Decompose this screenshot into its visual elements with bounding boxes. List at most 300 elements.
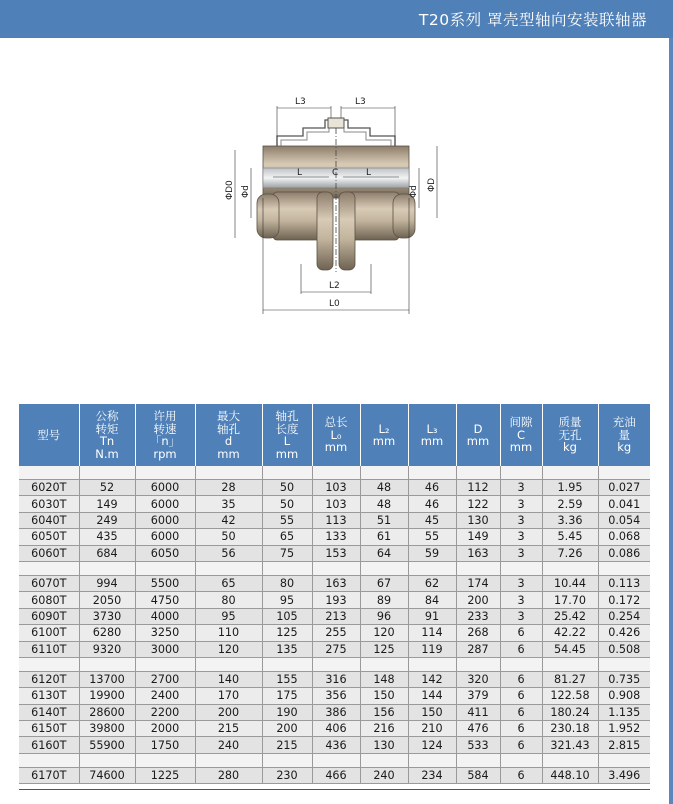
model-cell: 6140T <box>19 704 79 720</box>
value-cell: 150 <box>360 688 408 704</box>
model-cell: 6020T <box>19 480 79 496</box>
value-cell: 84 <box>408 592 456 608</box>
spacer-cell <box>456 753 500 767</box>
column-header-line: 长度 <box>275 421 299 436</box>
value-cell: 215 <box>195 721 262 737</box>
model-cell: 6130T <box>19 688 79 704</box>
value-cell: 3.36 <box>542 512 598 528</box>
value-cell: 0.908 <box>598 688 650 704</box>
group-spacer-row <box>19 657 650 671</box>
value-cell: 6 <box>500 641 542 657</box>
value-cell: 533 <box>456 737 500 753</box>
value-cell: 45 <box>408 512 456 528</box>
value-cell: 10.44 <box>542 575 598 591</box>
value-cell: 39800 <box>79 721 135 737</box>
column-header-line: L₂ <box>378 421 390 436</box>
spacer-cell <box>195 561 262 575</box>
value-cell: 0.254 <box>598 608 650 624</box>
spacer-cell <box>312 657 360 671</box>
column-header-line: 充油 <box>612 415 636 430</box>
table-row <box>19 545 650 561</box>
model-cell: 6040T <box>19 512 79 528</box>
spacer-cell <box>135 657 195 671</box>
value-cell: 119 <box>408 641 456 657</box>
value-cell: 584 <box>456 767 500 783</box>
spec-table <box>19 404 650 784</box>
dim-phi-d: Φd <box>241 185 251 198</box>
value-cell: 6 <box>500 721 542 737</box>
dim-l3-left: L3 <box>295 97 306 107</box>
value-cell: 95 <box>262 592 312 608</box>
value-cell: 155 <box>262 671 312 687</box>
value-cell: 411 <box>456 704 500 720</box>
column-header <box>542 404 598 466</box>
value-cell: 170 <box>195 688 262 704</box>
value-cell: 190 <box>262 704 312 720</box>
value-cell: 120 <box>360 625 408 641</box>
value-cell: 466 <box>312 767 360 783</box>
value-cell: 2000 <box>135 721 195 737</box>
model-cell: 6030T <box>19 496 79 512</box>
value-cell: 213 <box>312 608 360 624</box>
column-header-line: 轴孔 <box>217 421 240 436</box>
value-cell: 2400 <box>135 688 195 704</box>
value-cell: 3 <box>500 529 542 545</box>
spacer-cell <box>408 753 456 767</box>
value-cell: 65 <box>195 575 262 591</box>
value-cell: 0.172 <box>598 592 650 608</box>
value-cell: 0.426 <box>598 625 650 641</box>
table-row <box>19 529 650 545</box>
value-cell: 4750 <box>135 592 195 608</box>
column-header <box>360 404 408 466</box>
value-cell: 3 <box>500 592 542 608</box>
value-cell: 379 <box>456 688 500 704</box>
spacer-cell <box>360 561 408 575</box>
value-cell: 42 <box>195 512 262 528</box>
value-cell: 112 <box>456 480 500 496</box>
value-cell: 28600 <box>79 704 135 720</box>
spacer-cell <box>79 753 135 767</box>
value-cell: 2.59 <box>542 496 598 512</box>
value-cell: 110 <box>195 625 262 641</box>
column-header-line: kg <box>563 440 577 455</box>
column-header-line: mm <box>324 440 348 455</box>
table-row <box>19 737 650 753</box>
column-header <box>79 404 135 466</box>
spacer-cell <box>542 657 598 671</box>
spacer-cell <box>598 466 650 480</box>
value-cell: 55900 <box>79 737 135 753</box>
value-cell: 268 <box>456 625 500 641</box>
value-cell: 3730 <box>79 608 135 624</box>
value-cell: 0.054 <box>598 512 650 528</box>
spacer-cell <box>408 466 456 480</box>
value-cell: 120 <box>195 641 262 657</box>
value-cell: 2050 <box>79 592 135 608</box>
value-cell: 994 <box>79 575 135 591</box>
value-cell: 62 <box>408 575 456 591</box>
spec-table-header <box>19 404 650 466</box>
spacer-cell <box>542 561 598 575</box>
value-cell: 46 <box>408 496 456 512</box>
column-header-line: mm <box>466 434 490 448</box>
model-cell: 6080T <box>19 592 79 608</box>
value-cell: 105 <box>262 608 312 624</box>
spacer-cell <box>598 657 650 671</box>
spacer-cell <box>456 561 500 575</box>
value-cell: 163 <box>312 575 360 591</box>
value-cell: 6050 <box>135 545 195 561</box>
value-cell: 125 <box>360 641 408 657</box>
value-cell: 0.735 <box>598 671 650 687</box>
value-cell: 4000 <box>135 608 195 624</box>
column-header-line: 质量 <box>558 415 582 430</box>
column-header-line: 转矩 <box>95 421 119 436</box>
column-header <box>456 404 500 466</box>
value-cell: 3250 <box>135 625 195 641</box>
value-cell: 2700 <box>135 671 195 687</box>
model-cell: 6120T <box>19 671 79 687</box>
value-cell: 210 <box>408 721 456 737</box>
value-cell: 103 <box>312 496 360 512</box>
value-cell: 200 <box>262 721 312 737</box>
table-row <box>19 512 650 528</box>
value-cell: 6 <box>500 671 542 687</box>
value-cell: 406 <box>312 721 360 737</box>
spacer-cell <box>262 561 312 575</box>
value-cell: 200 <box>195 704 262 720</box>
spacer-cell <box>135 466 195 480</box>
column-header-line: 总长 <box>324 415 348 430</box>
value-cell: 74600 <box>79 767 135 783</box>
spacer-cell <box>500 753 542 767</box>
value-cell: 55 <box>262 512 312 528</box>
spacer-cell <box>312 753 360 767</box>
value-cell: 149 <box>456 529 500 545</box>
spacer-cell <box>135 561 195 575</box>
column-header-line: 公称 <box>95 409 119 423</box>
table-bottom-rule <box>19 789 650 790</box>
value-cell: 230.18 <box>542 721 598 737</box>
value-cell: 19900 <box>79 688 135 704</box>
page-title: T20系列 罩壳型轴向安装联轴器 <box>418 11 647 29</box>
value-cell: 135 <box>262 641 312 657</box>
value-cell: 80 <box>195 592 262 608</box>
dim-l2: L2 <box>329 281 340 291</box>
value-cell: 130 <box>360 737 408 753</box>
value-cell: 96 <box>360 608 408 624</box>
value-cell: 89 <box>360 592 408 608</box>
value-cell: 287 <box>456 641 500 657</box>
value-cell: 2200 <box>135 704 195 720</box>
column-header-line: D <box>473 421 483 436</box>
value-cell: 3 <box>500 512 542 528</box>
value-cell: 148 <box>360 671 408 687</box>
page-header <box>0 0 673 38</box>
column-header-line: Tn <box>99 434 115 448</box>
model-cell: 6150T <box>19 721 79 737</box>
column-header-line: C <box>516 427 526 442</box>
value-cell: 233 <box>456 608 500 624</box>
value-cell: 180.24 <box>542 704 598 720</box>
table-row <box>19 767 650 783</box>
group-spacer-row <box>19 466 650 480</box>
column-header <box>312 404 360 466</box>
column-header-line: 间隙 <box>509 415 533 430</box>
value-cell: 55 <box>408 529 456 545</box>
value-cell: 13700 <box>79 671 135 687</box>
spacer-cell <box>135 753 195 767</box>
value-cell: 200 <box>456 592 500 608</box>
dim-phi-d0: ΦD0 <box>225 180 235 200</box>
value-cell: 51 <box>360 512 408 528</box>
column-header-line: 许用 <box>153 409 177 423</box>
group-spacer-row <box>19 561 650 575</box>
value-cell: 174 <box>456 575 500 591</box>
value-cell: 175 <box>262 688 312 704</box>
spacer-cell <box>312 466 360 480</box>
value-cell: 1225 <box>135 767 195 783</box>
spacer-cell <box>598 561 650 575</box>
column-header-line: rpm <box>153 446 177 461</box>
value-cell: 61 <box>360 529 408 545</box>
value-cell: 316 <box>312 671 360 687</box>
spacer-cell <box>79 657 135 671</box>
value-cell: 321.43 <box>542 737 598 753</box>
value-cell: 42.22 <box>542 625 598 641</box>
spacer-cell <box>19 466 79 480</box>
group-spacer-row <box>19 753 650 767</box>
value-cell: 6000 <box>135 512 195 528</box>
spacer-cell <box>500 561 542 575</box>
model-cell: 6090T <box>19 608 79 624</box>
table-row <box>19 721 650 737</box>
value-cell: 91 <box>408 608 456 624</box>
value-cell: 103 <box>312 480 360 496</box>
value-cell: 0.086 <box>598 545 650 561</box>
spacer-cell <box>262 466 312 480</box>
table-row <box>19 592 650 608</box>
value-cell: 3 <box>500 480 542 496</box>
value-cell: 5.45 <box>542 529 598 545</box>
column-header <box>598 404 650 466</box>
column-header-line: kg <box>617 440 632 455</box>
column-header-line: 最大 <box>217 409 240 423</box>
spacer-cell <box>598 753 650 767</box>
value-cell: 386 <box>312 704 360 720</box>
spacer-cell <box>542 466 598 480</box>
value-cell: 249 <box>79 512 135 528</box>
spacer-cell <box>312 561 360 575</box>
column-header-line: 量 <box>618 427 630 442</box>
value-cell: 144 <box>408 688 456 704</box>
value-cell: 163 <box>456 545 500 561</box>
column-header-line: mm <box>372 434 396 448</box>
value-cell: 140 <box>195 671 262 687</box>
value-cell: 48 <box>360 480 408 496</box>
value-cell: 28 <box>195 480 262 496</box>
value-cell: 67 <box>360 575 408 591</box>
dim-l0: L0 <box>329 299 340 309</box>
column-header-line: N.m <box>95 446 119 461</box>
column-header-line: mm <box>420 434 444 448</box>
column-header-line: 型号 <box>37 427 61 442</box>
model-cell: 6170T <box>19 767 79 783</box>
value-cell: 124 <box>408 737 456 753</box>
value-cell: 48 <box>360 496 408 512</box>
value-cell: 240 <box>195 737 262 753</box>
dim-l-right: L <box>366 168 372 178</box>
value-cell: 95 <box>195 608 262 624</box>
value-cell: 64 <box>360 545 408 561</box>
value-cell: 125 <box>262 625 312 641</box>
spacer-cell <box>456 657 500 671</box>
column-header-line: 无孔 <box>558 427 582 442</box>
spacer-cell <box>408 657 456 671</box>
spacer-cell <box>262 657 312 671</box>
value-cell: 113 <box>312 512 360 528</box>
value-cell: 3 <box>500 608 542 624</box>
value-cell: 6000 <box>135 480 195 496</box>
spacer-cell <box>500 466 542 480</box>
value-cell: 150 <box>408 704 456 720</box>
value-cell: 216 <box>360 721 408 737</box>
table-row <box>19 496 650 512</box>
value-cell: 7.26 <box>542 545 598 561</box>
spacer-cell <box>19 657 79 671</box>
spacer-cell <box>360 466 408 480</box>
value-cell: 3000 <box>135 641 195 657</box>
value-cell: 52 <box>79 480 135 496</box>
table-row <box>19 575 650 591</box>
value-cell: 35 <box>195 496 262 512</box>
value-cell: 65 <box>262 529 312 545</box>
value-cell: 5500 <box>135 575 195 591</box>
value-cell: 2.815 <box>598 737 650 753</box>
value-cell: 0.041 <box>598 496 650 512</box>
column-header-line: mm <box>275 446 299 461</box>
value-cell: 0.068 <box>598 529 650 545</box>
coupling-drawing <box>215 88 455 320</box>
value-cell: 0.113 <box>598 575 650 591</box>
value-cell: 6 <box>500 737 542 753</box>
table-row <box>19 641 650 657</box>
table-row <box>19 704 650 720</box>
value-cell: 6 <box>500 688 542 704</box>
dim-c: C <box>332 168 339 178</box>
value-cell: 684 <box>79 545 135 561</box>
column-header-line: 轴孔 <box>275 409 299 423</box>
table-row <box>19 625 650 641</box>
value-cell: 9320 <box>79 641 135 657</box>
spacer-cell <box>542 753 598 767</box>
side-accent-strip <box>669 38 673 804</box>
value-cell: 234 <box>408 767 456 783</box>
value-cell: 6000 <box>135 529 195 545</box>
column-header-line: mm <box>509 440 533 455</box>
column-header-line: L₃ <box>426 421 438 436</box>
value-cell: 6 <box>500 767 542 783</box>
value-cell: 54.45 <box>542 641 598 657</box>
value-cell: 320 <box>456 671 500 687</box>
spacer-cell <box>19 561 79 575</box>
value-cell: 17.70 <box>542 592 598 608</box>
dim-l-left: L <box>297 168 303 178</box>
value-cell: 3.496 <box>598 767 650 783</box>
column-header <box>408 404 456 466</box>
column-header <box>19 404 79 466</box>
spacer-cell <box>408 561 456 575</box>
value-cell: 122.58 <box>542 688 598 704</box>
spacer-cell <box>262 753 312 767</box>
value-cell: 435 <box>79 529 135 545</box>
value-cell: 476 <box>456 721 500 737</box>
column-header <box>195 404 262 466</box>
value-cell: 80 <box>262 575 312 591</box>
spacer-cell <box>195 657 262 671</box>
value-cell: 50 <box>195 529 262 545</box>
value-cell: 133 <box>312 529 360 545</box>
column-header-line: L₀ <box>330 427 342 442</box>
value-cell: 56 <box>195 545 262 561</box>
value-cell: 153 <box>312 545 360 561</box>
value-cell: 230 <box>262 767 312 783</box>
value-cell: 81.27 <box>542 671 598 687</box>
value-cell: 75 <box>262 545 312 561</box>
column-header <box>135 404 195 466</box>
spacer-cell <box>195 466 262 480</box>
value-cell: 142 <box>408 671 456 687</box>
column-header-line: L <box>283 434 291 448</box>
column-header-line: 转速 <box>153 421 177 436</box>
spacer-cell <box>360 657 408 671</box>
value-cell: 114 <box>408 625 456 641</box>
value-cell: 356 <box>312 688 360 704</box>
model-cell: 6070T <box>19 575 79 591</box>
table-row <box>19 671 650 687</box>
value-cell: 1.135 <box>598 704 650 720</box>
value-cell: 215 <box>262 737 312 753</box>
value-cell: 240 <box>360 767 408 783</box>
value-cell: 1750 <box>135 737 195 753</box>
value-cell: 59 <box>408 545 456 561</box>
value-cell: 6280 <box>79 625 135 641</box>
model-cell: 6100T <box>19 625 79 641</box>
column-header <box>262 404 312 466</box>
value-cell: 46 <box>408 480 456 496</box>
value-cell: 50 <box>262 496 312 512</box>
value-cell: 193 <box>312 592 360 608</box>
value-cell: 149 <box>79 496 135 512</box>
table-row <box>19 480 650 496</box>
value-cell: 1.95 <box>542 480 598 496</box>
model-cell: 6060T <box>19 545 79 561</box>
column-header-line: mm <box>217 446 240 461</box>
value-cell: 6 <box>500 704 542 720</box>
value-cell: 6 <box>500 625 542 641</box>
value-cell: 280 <box>195 767 262 783</box>
spacer-cell <box>500 657 542 671</box>
dim-phi-D: ΦD <box>427 177 437 192</box>
value-cell: 255 <box>312 625 360 641</box>
value-cell: 0.508 <box>598 641 650 657</box>
model-cell: 6050T <box>19 529 79 545</box>
dim-l3-right: L3 <box>355 97 366 107</box>
value-cell: 0.027 <box>598 480 650 496</box>
column-header-line: 「n」 <box>149 434 181 448</box>
table-row <box>19 688 650 704</box>
